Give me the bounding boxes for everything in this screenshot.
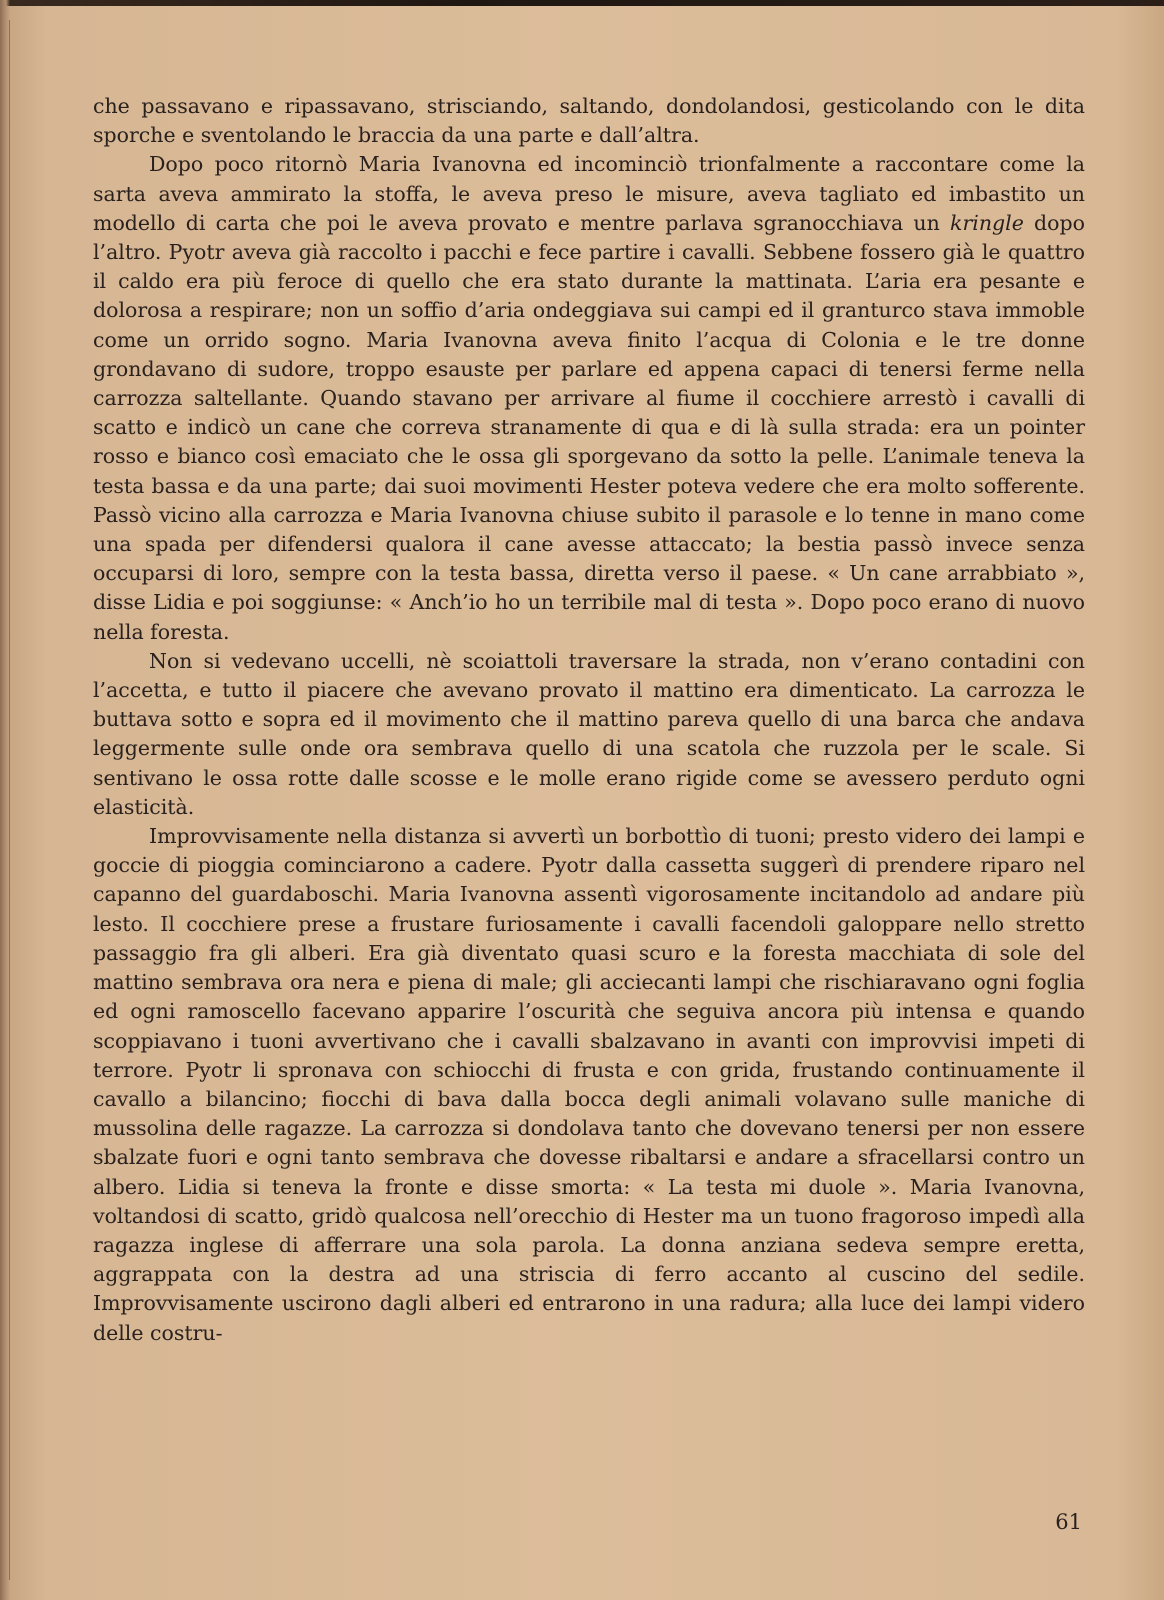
paragraph-text: Dopo poco ritornò Maria Ivanovna ed incominciò trionfalmente a raccontare come la sarta aveva ammirato la stoffa, le aveva preso le misure, aveva tagliato ed imbastito un modello di carta che poi le aveva provato e mentre parlava sgranocchiava un — [93, 152, 1085, 235]
paragraph-text: Improvvisamente nella distanza si avvertì un borbottìo di tuoni; presto videro dei lampi e goccie di pioggia cominciarono a cadere. Pyotr dalla cassetta suggerì di prendere riparo nel capanno del guardaboschi. Maria Ivanovna assentì vigorosamente incitandolo ad andare più lesto. Il cocchiere prese a frustare furiosamente i cavalli facendoli galoppare nello stretto passaggio fra gli alberi. Era già diventato quasi scuro e la foresta macchiata di sole del mattino sembrava ora nera e piena di male; gli acciecanti lampi che rischiaravano ogni foglia ed ogni ramoscello facevano apparire l’oscurità che seguiva ancora più intensa e quando scoppiavano i tuoni avvertivano che i cavalli sbalzavano in avanti con improvvisi impeti di terrore. Pyotr li spronava con schiocchi di frusta e con grida, frustando continuamente il cavallo a bilancino; fiocchi di bava dalla bocca degli animali volavano sulle maniche di mussolina delle ragazze. La carrozza si dondolava tanto che dovevano tenersi per non essere sbalzate fuori e ogni tanto sembrava che dovesse ribaltarsi e andare a sfracellarsi contro un albero. Lidia si teneva la fronte e disse smorta: « La testa mi duole ». Maria Ivanovna, voltandosi di scatto, gridò qualcosa nell’orecchio di Hester ma un tuono fragoroso impedì alla ragazza inglese di afferrare una sola parola. La donna anziana sedeva sempre eretta, aggrappata con la destra ad una striscia di ferro accanto al cuscino del sedile. Improvvisamente uscirono dagli alberi ed entrarono in una radura; alla luce dei lampi videro delle costru- — [93, 824, 1085, 1345]
body-text — [93, 92, 1085, 1487]
paragraph — [93, 150, 1085, 646]
page-number: 61 — [1055, 1510, 1082, 1534]
page-top-edge — [0, 0, 1164, 6]
page-margin-line — [9, 20, 10, 1580]
paragraph — [93, 822, 1085, 1348]
italic-term: kringle — [950, 210, 1024, 235]
paragraph-text: dopo l’altro. Pyotr aveva già raccolto i pacchi e fece partire i cavalli. Sebbene fossero già le quattro il caldo era più feroce di quello che era stato durante la mattinata. L’aria era pesante e dolorosa a respirare; non un soffio d’aria ondeggiava sui campi ed il granturco stava immoble come un orrido sogno. Maria Ivanovna aveva finito l’acqua di Colonia e le tre donne grondavano di sudore, troppo esauste per parlare ed appena capaci di tenersi ferme nella carrozza saltellante. Quando stavano per arrivare al fiume il cocchiere arrestò i cavalli di scatto e indicò un cane che correva stranamente di qua e di là sulla strada: era un pointer rosso e bianco così emaciato che le ossa gli sporgevano da sotto la pelle. L’animale teneva la testa bassa e da una parte; dai suoi movimenti Hester poteva vedere che era molto sofferente. Passò vicino alla carrozza e Maria Ivanovna chiuse subito il parasole e lo tenne in mano come una spada per difendersi qualora il cane avesse attaccato; la bestia passò invece senza occuparsi di loro, sempre con la testa bassa, diretta verso il paese. « Un cane arrabbiato », disse Lidia e poi soggiunse: « Anch’io ho un terribile mal di testa ». Dopo poco erano di nuovo nella foresta. — [93, 210, 1085, 644]
paragraph — [93, 92, 1085, 150]
paragraph-text: Non si vedevano uccelli, nè scoiattoli traversare la strada, non v’erano contadini con l’accetta, e tutto il piacere che avevano provato il mattino era dimenticato. La carrozza le buttava sotto e sopra ed il movimento che il mattino pareva quello di una barca che andava leggermente sulle onde ora sembrava quello di una scatola che ruzzola per le scale. Si sentivano le ossa rotte dalle scosse e le molle erano rigide come se avessero perduto ogni elasticità. — [93, 648, 1085, 819]
paragraph-text: che passavano e ripassavano, strisciando, saltando, dondolandosi, gesticolando con le dita sporche e sventolando le braccia da una parte e dall’altra. — [93, 94, 1085, 148]
paragraph — [93, 647, 1085, 822]
